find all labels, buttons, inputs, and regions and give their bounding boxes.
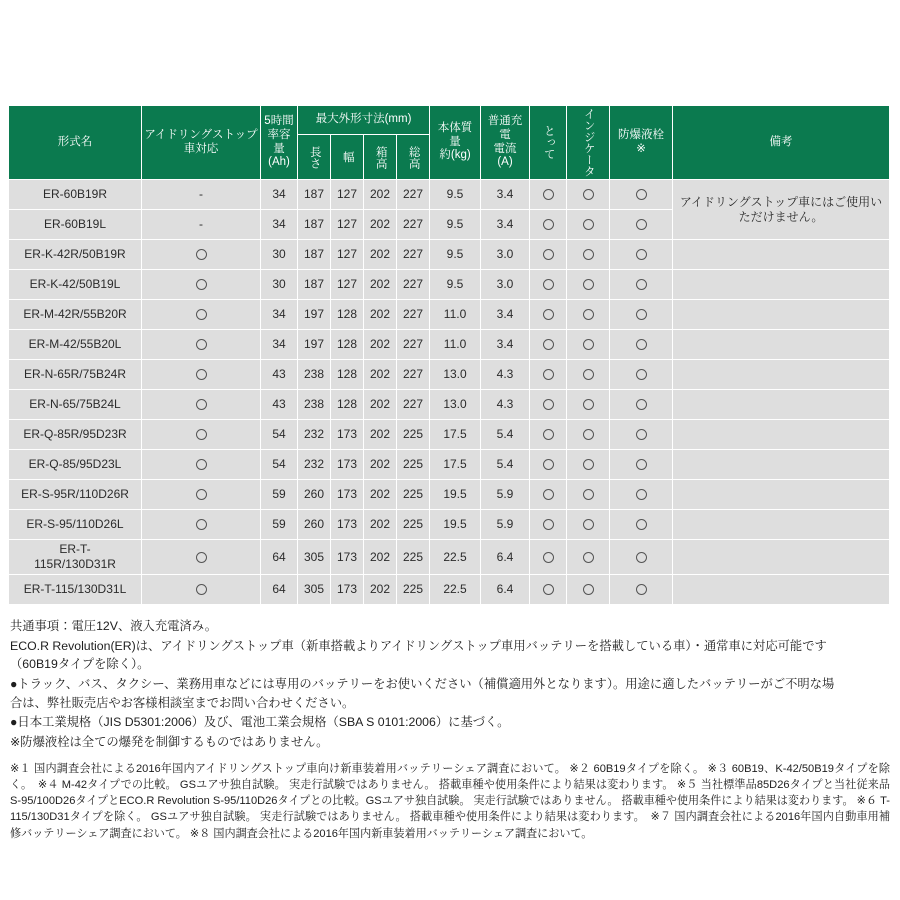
cell-indicator — [567, 480, 609, 509]
circle-icon — [543, 339, 554, 350]
header-capacity-line3: 量 — [273, 142, 285, 155]
cell-mass: 19.5 — [430, 510, 480, 539]
table-head — [9, 106, 889, 179]
cell-vent-plug — [610, 480, 672, 509]
cell-capacity: 34 — [261, 180, 297, 209]
table-row — [9, 575, 889, 604]
table-row — [9, 480, 889, 509]
circle-icon — [636, 279, 647, 290]
cell-mass: 9.5 — [430, 210, 480, 239]
circle-icon — [543, 519, 554, 530]
header-box-height: 箱高 — [364, 135, 396, 179]
cell-box-height: 202 — [364, 575, 396, 604]
table-body — [9, 180, 889, 604]
cell-total-height: 225 — [397, 450, 429, 479]
cell-idling-stop — [142, 450, 260, 479]
cell-handle — [530, 300, 566, 329]
cell-capacity: 59 — [261, 510, 297, 539]
cell-capacity: 34 — [261, 330, 297, 359]
cell-capacity: 30 — [261, 270, 297, 299]
cell-remarks — [673, 420, 889, 449]
circle-icon — [583, 369, 594, 380]
cell-capacity: 54 — [261, 420, 297, 449]
cell-capacity: 34 — [261, 210, 297, 239]
circle-icon — [543, 459, 554, 470]
circle-icon — [543, 429, 554, 440]
cell-model: ER-K-42/50B19L — [9, 270, 141, 299]
circle-icon — [196, 369, 207, 380]
cell-handle — [530, 240, 566, 269]
cell-remarks — [673, 540, 889, 574]
cell-mass: 13.0 — [430, 390, 480, 419]
header-charge-line1: 普通充 — [487, 115, 523, 128]
cell-width: 128 — [331, 360, 363, 389]
circle-icon — [196, 309, 207, 320]
cell-charge-current: 5.9 — [481, 480, 529, 509]
cell-model: ER-K-42R/50B19R — [9, 240, 141, 269]
header-capacity-line1: 5時間 — [264, 115, 294, 128]
cell-charge-current: 3.0 — [481, 270, 529, 299]
cell-model: ER-M-42/55B20L — [9, 330, 141, 359]
cell-width: 173 — [331, 450, 363, 479]
cell-box-height: 202 — [364, 480, 396, 509]
cell-width: 173 — [331, 510, 363, 539]
cell-indicator — [567, 390, 609, 419]
cell-remarks — [673, 480, 889, 509]
cell-handle — [530, 420, 566, 449]
circle-icon — [543, 309, 554, 320]
cell-remarks — [673, 450, 889, 479]
cell-width: 128 — [331, 330, 363, 359]
common-notes — [8, 617, 890, 752]
cell-total-height: 227 — [397, 210, 429, 239]
cell-length: 238 — [298, 390, 330, 419]
circle-icon — [583, 584, 594, 595]
cell-length: 187 — [298, 270, 330, 299]
cell-charge-current: 5.9 — [481, 510, 529, 539]
cell-vent-plug — [610, 420, 672, 449]
table-row — [9, 330, 889, 359]
circle-icon — [583, 429, 594, 440]
cell-width: 173 — [331, 420, 363, 449]
cell-width: 127 — [331, 240, 363, 269]
header-row-1 — [9, 106, 889, 134]
circle-icon — [196, 279, 207, 290]
cell-handle — [530, 390, 566, 419]
cell-box-height: 202 — [364, 330, 396, 359]
circle-icon — [196, 552, 207, 563]
cell-total-height: 227 — [397, 330, 429, 359]
cell-box-height: 202 — [364, 450, 396, 479]
circle-icon — [543, 369, 554, 380]
cell-box-height: 202 — [364, 210, 396, 239]
cell-charge-current: 6.4 — [481, 575, 529, 604]
cell-remarks — [673, 300, 889, 329]
note-line-7: ※防爆液栓は全ての爆発を制御するものではありません。 — [10, 735, 329, 750]
header-vent-plug — [610, 106, 672, 179]
circle-icon — [636, 369, 647, 380]
cell-vent-plug — [610, 575, 672, 604]
cell-idling-stop — [142, 270, 260, 299]
cell-model: ER-N-65R/75B24R — [9, 360, 141, 389]
cell-indicator — [567, 420, 609, 449]
cell-width: 127 — [331, 270, 363, 299]
circle-icon — [636, 189, 647, 200]
header-charge-current — [481, 106, 529, 179]
cell-mass: 9.5 — [430, 270, 480, 299]
cell-remarks — [673, 360, 889, 389]
circle-icon — [583, 489, 594, 500]
cell-handle — [530, 450, 566, 479]
cell-length: 305 — [298, 540, 330, 574]
cell-box-height: 202 — [364, 390, 396, 419]
cell-total-height: 227 — [397, 270, 429, 299]
header-idling-stop-line1: アイドリングストップ — [144, 128, 258, 141]
table-row — [9, 510, 889, 539]
circle-icon — [543, 552, 554, 563]
circle-icon — [543, 279, 554, 290]
cell-charge-current: 3.4 — [481, 300, 529, 329]
cell-model: ER-T-115/130D31L — [9, 575, 141, 604]
header-total-height: 総高 — [397, 135, 429, 179]
circle-icon — [583, 339, 594, 350]
cell-handle — [530, 360, 566, 389]
cell-charge-current: 3.4 — [481, 180, 529, 209]
cell-box-height: 202 — [364, 240, 396, 269]
cell-model: ER-Q-85R/95D23R — [9, 420, 141, 449]
header-width: 幅 — [331, 135, 363, 179]
circle-icon — [543, 189, 554, 200]
cell-remarks — [673, 270, 889, 299]
cell-width: 173 — [331, 540, 363, 574]
header-vent-line2: ※ — [636, 142, 646, 155]
header-remarks: 備考 — [673, 106, 889, 179]
circle-icon — [583, 309, 594, 320]
cell-idling-stop: - — [142, 210, 260, 239]
circle-icon — [543, 489, 554, 500]
cell-indicator — [567, 540, 609, 574]
header-model: 形式名 — [9, 106, 141, 179]
cell-width: 127 — [331, 210, 363, 239]
note-line-6: ●日本工業規格（JIS D5301:2006）及び、電池工業会規格（SBA S 0101:2006）に基づく。 — [10, 715, 510, 730]
cell-remarks — [673, 510, 889, 539]
table-row — [9, 450, 889, 479]
cell-idling-stop — [142, 575, 260, 604]
cell-mass: 22.5 — [430, 540, 480, 574]
cell-mass: 17.5 — [430, 450, 480, 479]
circle-icon — [636, 429, 647, 440]
cell-box-height: 202 — [364, 360, 396, 389]
header-mass-line2: 量 — [449, 135, 461, 148]
cell-length: 232 — [298, 450, 330, 479]
cell-vent-plug — [610, 240, 672, 269]
cell-vent-plug — [610, 270, 672, 299]
cell-charge-current: 3.4 — [481, 330, 529, 359]
cell-capacity: 34 — [261, 300, 297, 329]
cell-indicator — [567, 575, 609, 604]
cell-length: 197 — [298, 300, 330, 329]
circle-icon — [583, 519, 594, 530]
cell-mass: 9.5 — [430, 180, 480, 209]
circle-icon — [543, 399, 554, 410]
cell-handle — [530, 540, 566, 574]
cell-remarks: アイドリングストップ車にはご使用いただけません。 — [673, 180, 889, 239]
cell-total-height: 225 — [397, 420, 429, 449]
cell-idling-stop — [142, 360, 260, 389]
cell-indicator — [567, 180, 609, 209]
cell-vent-plug — [610, 540, 672, 574]
cell-charge-current: 4.3 — [481, 390, 529, 419]
cell-length: 232 — [298, 420, 330, 449]
cell-model: ER-S-95/110D26L — [9, 510, 141, 539]
cell-model: ER-60B19L — [9, 210, 141, 239]
table-row — [9, 360, 889, 389]
cell-length: 260 — [298, 480, 330, 509]
cell-width: 128 — [331, 390, 363, 419]
cell-capacity: 30 — [261, 240, 297, 269]
cell-model: ER-Q-85/95D23L — [9, 450, 141, 479]
header-length: 長さ — [298, 135, 330, 179]
cell-length: 260 — [298, 510, 330, 539]
cell-idling-stop: - — [142, 180, 260, 209]
cell-remarks — [673, 575, 889, 604]
header-mass-line3: 約(kg) — [439, 149, 471, 162]
cell-remarks — [673, 240, 889, 269]
circle-icon — [196, 489, 207, 500]
cell-capacity: 43 — [261, 360, 297, 389]
header-handle: とって — [530, 106, 566, 179]
note-line-4: ●トラック、バス、タクシー、業務用車などには専用のバッテリーをお使いください（補償適用外となります）。用途に適したバッテリーがご不明な場 — [10, 677, 835, 692]
cell-remarks — [673, 330, 889, 359]
cell-width: 173 — [331, 480, 363, 509]
cell-length: 305 — [298, 575, 330, 604]
cell-vent-plug — [610, 450, 672, 479]
cell-handle — [530, 575, 566, 604]
circle-icon — [636, 519, 647, 530]
cell-idling-stop — [142, 480, 260, 509]
cell-capacity: 59 — [261, 480, 297, 509]
cell-charge-current: 5.4 — [481, 450, 529, 479]
cell-total-height: 227 — [397, 390, 429, 419]
circle-icon — [636, 339, 647, 350]
circle-icon — [543, 219, 554, 230]
cell-model: ER-N-65/75B24L — [9, 390, 141, 419]
circle-icon — [583, 249, 594, 260]
cell-vent-plug — [610, 300, 672, 329]
asterisk-footnotes: ※１ 国内調査会社による2016年国内アイドリングストップ車向け新車装着用バッテリーシェア調査において。 ※２ 60B19タイプを除く。 ※３ 60B19、K-42/50B19タイプを除く。 ※４ M-42タイプでの比較。 GSユアサ独自試験。 実走行試験ではありません。 搭載車種や使用条件により結果は変わります。 ※５ 当社標準品85D26タイプと当社従来品S-95/100D26タイプとECO.R Revolution S-95/110D26タイプとの比較。GSユアサ独自試験。 実走行試験ではありません。 搭載車種や使用条件により結果は変わります。 ※６ T-115/130D31タイプを除く。 GSユアサ独自試験。 実走行試験ではありません。 搭載車種や使用条件により結果は変わります。 ※７ 国内調査会社による2016年国内自動車用補修バッテリーシェア調査において。 ※８ 国内調査会社による2016年国内新車装着用バッテリーシェア調査において。 — [10, 762, 890, 840]
header-charge-line3: 電流 — [493, 142, 517, 155]
circle-icon — [636, 219, 647, 230]
cell-total-height: 225 — [397, 510, 429, 539]
cell-mass: 11.0 — [430, 330, 480, 359]
cell-box-height: 202 — [364, 540, 396, 574]
header-mass-line1: 本体質 — [437, 122, 473, 135]
cell-indicator — [567, 360, 609, 389]
cell-idling-stop — [142, 330, 260, 359]
cell-charge-current: 4.3 — [481, 360, 529, 389]
cell-total-height: 227 — [397, 180, 429, 209]
cell-vent-plug — [610, 330, 672, 359]
cell-length: 187 — [298, 210, 330, 239]
circle-icon — [636, 309, 647, 320]
cell-idling-stop — [142, 390, 260, 419]
circle-icon — [196, 519, 207, 530]
cell-model: ER-S-95R/110D26R — [9, 480, 141, 509]
cell-idling-stop — [142, 540, 260, 574]
cell-width: 128 — [331, 300, 363, 329]
cell-mass: 22.5 — [430, 575, 480, 604]
circle-icon — [636, 459, 647, 470]
cell-length: 197 — [298, 330, 330, 359]
cell-capacity: 43 — [261, 390, 297, 419]
cell-capacity: 64 — [261, 575, 297, 604]
table-row — [9, 420, 889, 449]
cell-box-height: 202 — [364, 420, 396, 449]
table-row — [9, 390, 889, 419]
circle-icon — [543, 249, 554, 260]
circle-icon — [583, 279, 594, 290]
circle-icon — [196, 429, 207, 440]
cell-mass: 9.5 — [430, 240, 480, 269]
cell-mass: 13.0 — [430, 360, 480, 389]
circle-icon — [196, 459, 207, 470]
circle-icon — [196, 339, 207, 350]
circle-icon — [636, 489, 647, 500]
cell-box-height: 202 — [364, 270, 396, 299]
cell-vent-plug — [610, 510, 672, 539]
header-vent-line1: 防爆液栓 — [618, 128, 665, 141]
circle-icon — [196, 584, 207, 595]
cell-length: 187 — [298, 240, 330, 269]
header-capacity-line4: (Ah) — [268, 156, 290, 169]
note-line-3: （60B19タイプを除く）。 — [10, 657, 150, 672]
cell-total-height: 227 — [397, 360, 429, 389]
circle-icon — [583, 399, 594, 410]
cell-idling-stop — [142, 420, 260, 449]
cell-handle — [530, 270, 566, 299]
cell-capacity: 54 — [261, 450, 297, 479]
cell-length: 238 — [298, 360, 330, 389]
cell-charge-current: 3.4 — [481, 210, 529, 239]
note-line-1: 共通事項：電圧12V、液入充電済み。 — [10, 619, 218, 633]
header-charge-line4: (A) — [497, 156, 513, 169]
cell-charge-current: 3.0 — [481, 240, 529, 269]
cell-handle — [530, 510, 566, 539]
circle-icon — [583, 219, 594, 230]
cell-width: 173 — [331, 575, 363, 604]
cell-total-height: 225 — [397, 480, 429, 509]
header-idling-stop — [142, 106, 260, 179]
cell-idling-stop — [142, 240, 260, 269]
cell-idling-stop — [142, 300, 260, 329]
circle-icon — [543, 584, 554, 595]
header-mass — [430, 106, 480, 179]
header-capacity-line2: 率容 — [267, 128, 291, 141]
cell-capacity: 64 — [261, 540, 297, 574]
battery-spec-table — [8, 105, 890, 605]
table-row — [9, 300, 889, 329]
cell-vent-plug — [610, 180, 672, 209]
circle-icon — [636, 584, 647, 595]
header-idling-stop-line2: 車対応 — [183, 142, 219, 155]
cell-idling-stop — [142, 510, 260, 539]
cell-vent-plug — [610, 210, 672, 239]
cell-handle — [530, 180, 566, 209]
cell-indicator — [567, 210, 609, 239]
cell-length: 187 — [298, 180, 330, 209]
cell-total-height: 225 — [397, 575, 429, 604]
cell-box-height: 202 — [364, 510, 396, 539]
cell-handle — [530, 210, 566, 239]
cell-indicator — [567, 300, 609, 329]
note-line-2: ECO.R Revolution(ER)は、アイドリングストップ車（新車搭載よりアイドリングストップ車用バッテリーを搭載している車）・通常車に対応可能です — [10, 638, 827, 653]
cell-vent-plug — [610, 360, 672, 389]
cell-total-height: 227 — [397, 240, 429, 269]
cell-indicator — [567, 270, 609, 299]
circle-icon — [583, 459, 594, 470]
cell-total-height: 225 — [397, 540, 429, 574]
cell-charge-current: 6.4 — [481, 540, 529, 574]
header-indicator: インジケータ — [567, 106, 609, 179]
circle-icon — [636, 249, 647, 260]
circle-icon — [196, 399, 207, 410]
cell-total-height: 227 — [397, 300, 429, 329]
cell-mass: 11.0 — [430, 300, 480, 329]
cell-box-height: 202 — [364, 300, 396, 329]
cell-indicator — [567, 510, 609, 539]
note-line-5: 合は、弊社販売店やお客様相談室までお問い合わせください。 — [10, 695, 355, 710]
table-row — [9, 240, 889, 269]
header-charge-line2: 電 — [499, 128, 511, 141]
table-row — [9, 270, 889, 299]
cell-charge-current: 5.4 — [481, 420, 529, 449]
cell-mass: 17.5 — [430, 420, 480, 449]
cell-remarks — [673, 390, 889, 419]
cell-model: ER-T-115R/130D31R — [9, 540, 141, 574]
header-dimensions-group: 最大外形寸法(mm) — [298, 106, 429, 134]
header-capacity — [261, 106, 297, 179]
circle-icon — [196, 249, 207, 260]
cell-vent-plug — [610, 390, 672, 419]
cell-indicator — [567, 240, 609, 269]
cell-handle — [530, 330, 566, 359]
circle-icon — [636, 399, 647, 410]
cell-box-height: 202 — [364, 180, 396, 209]
circle-icon — [583, 552, 594, 563]
cell-indicator — [567, 330, 609, 359]
cell-model: ER-M-42R/55B20R — [9, 300, 141, 329]
cell-handle — [530, 480, 566, 509]
table-row — [9, 180, 889, 209]
cell-width: 127 — [331, 180, 363, 209]
cell-indicator — [567, 450, 609, 479]
circle-icon — [583, 189, 594, 200]
circle-icon — [636, 552, 647, 563]
table-row — [9, 540, 889, 574]
cell-mass: 19.5 — [430, 480, 480, 509]
cell-model: ER-60B19R — [9, 180, 141, 209]
